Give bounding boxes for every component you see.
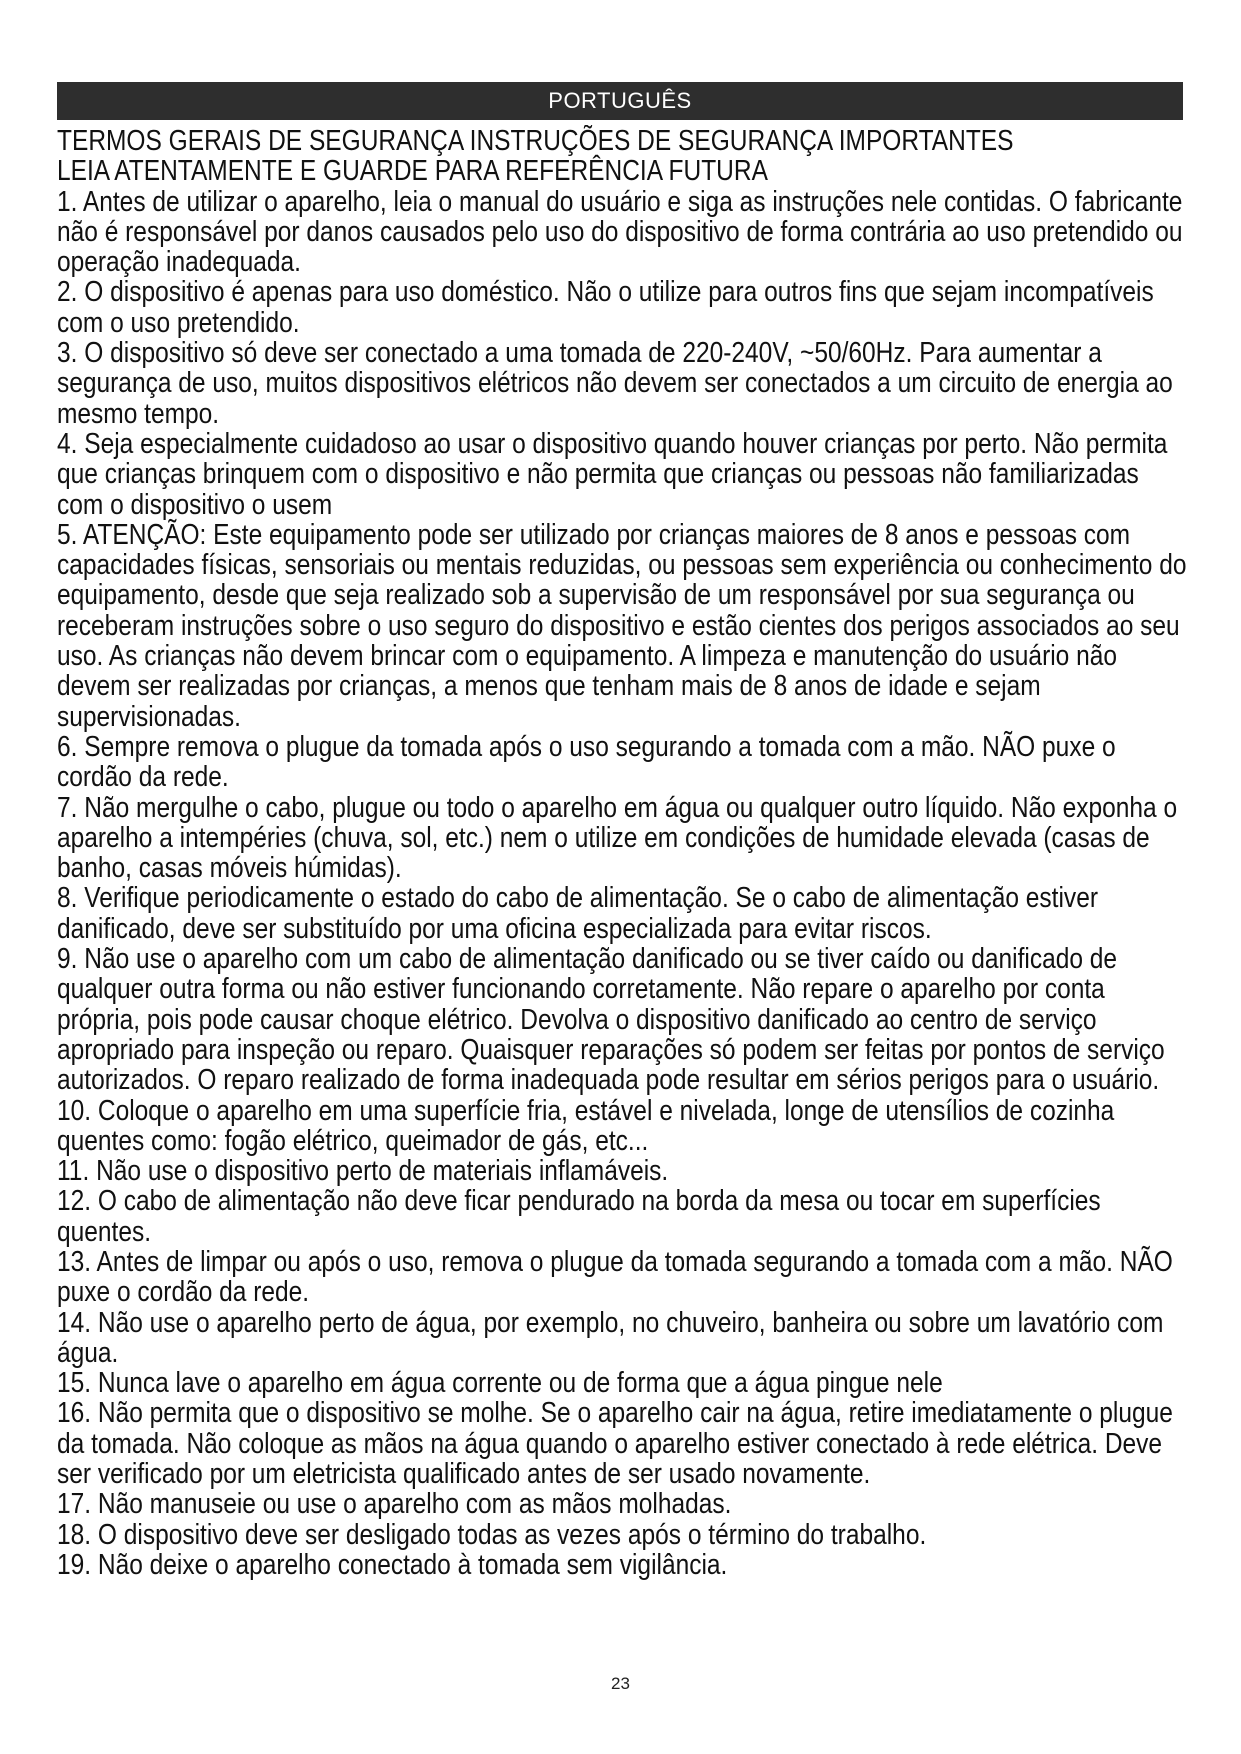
safety-heading-1: TERMOS GERAIS DE SEGURANÇA INSTRUÇÕES DE SEGURANÇA IMPORTANTES xyxy=(57,125,1014,157)
instruction-item-17: 17. Não manuseie ou use o aparelho com as mãos molhadas. xyxy=(57,1488,732,1521)
instruction-item-11: 11. Não use o dispositivo perto de materiais inflamáveis. xyxy=(57,1155,669,1188)
instruction-item-3: 3. O dispositivo só deve ser conectado a uma tomada de 220-240V, ~50/60Hz. Para aumentar a segurança de uso, muitos dispositivos elétricos não devem ser conectados a um circuito de energia ao mesmo tempo. xyxy=(57,337,1173,430)
instruction-item-8: 8. Verifique periodicamente o estado do cabo de alimentação. Se o cabo de alimentação estiver danificado, deve ser substituído por uma oficina especializada para evitar riscos. xyxy=(57,882,1098,945)
instruction-item-4: 4. Seja especialmente cuidadoso ao usar o dispositivo quando houver crianças por perto. Não permita que crianças brinquem com o dispositivo e não permita que crianças ou pessoas não familiarizadas com o dispositivo o usem xyxy=(57,427,1168,521)
instruction-item-2: 2. O dispositivo é apenas para uso doméstico. Não o utilize para outros fins que sejam incompatíveis com o uso pretendido. xyxy=(57,276,1154,339)
instruction-item-1: 1. Antes de utilizar o aparelho, leia o manual do usuário e siga as instruções nele contidas. O fabricante não é responsável por danos causados pelo uso do dispositivo de forma contrária ao uso pretendido ou operação inadequada. xyxy=(57,185,1183,279)
instruction-item-10: 10. Coloque o aparelho em uma superfície fria, estável e nivelada, longe de utensílios de cozinha quentes como: fogão elétrico, queimador de gás, etc... xyxy=(57,1094,1115,1157)
instruction-item-7: 7. Não mergulhe o cabo, plugue ou todo o aparelho em água ou qualquer outro líquido. Não exponha o aparelho a intempéries (chuva, sol, etc.) nem o utilize em condições de humidade elevada (casas de banho, casas móveis húmidas). xyxy=(57,791,1178,885)
instruction-item-5: 5. ATENÇÃO: Este equipamento pode ser utilizado por crianças maiores de 8 anos e pessoas com capacidades físicas, sensoriais ou mentais reduzidas, ou pessoas sem experiência ou conhecimento do equipamento, desde que seja realizado sob a supervisão de um responsável por sua segurança ou receberam instruções sobre o uso seguro do dispositivo e estão cientes dos perigos associados ao seu uso. As crianças não devem brincar com o equipamento. A limpeza e manutenção do usuário não devem ser realizadas por crianças, a menos que tenham mais de 8 anos de idade e sejam supervisionadas. xyxy=(57,518,1187,733)
safety-heading-2: LEIA ATENTAMENTE E GUARDE PARA REFERÊNCIA FUTURA xyxy=(57,155,768,188)
safety-instructions-text xyxy=(57,126,1187,1580)
instruction-item-14: 14. Não use o aparelho perto de água, por exemplo, no chuveiro, banheira ou sobre um lavatório com água. xyxy=(57,1306,1164,1369)
instruction-item-9: 9. Não use o aparelho com um cabo de alimentação danificado ou se tiver caído ou danificado de qualquer outra forma ou não estiver funcionando corretamente. Não repare o aparelho por conta própria, pois pode causar choque elétrico. Devolva o dispositivo danificado ao centro de serviço apropriado para inspeção ou reparo. Quaisquer reparações só podem ser feitas por pontos de serviço autorizados. O reparo realizado de forma inadequada pode resultar em sérios perigos para o usuário. xyxy=(57,943,1165,1097)
instruction-item-18: 18. O dispositivo deve ser desligado todas as vezes após o término do trabalho. xyxy=(57,1518,927,1551)
instruction-item-6: 6. Sempre remova o plugue da tomada após o uso segurando a tomada com a mão. NÃO puxe o cordão da rede. xyxy=(57,730,1116,794)
instruction-item-13: 13. Antes de limpar ou após o uso, remova o plugue da tomada segurando a tomada com a mão. NÃO puxe o cordão da rede. xyxy=(57,1245,1173,1309)
page-number: 23 xyxy=(611,1674,630,1693)
instruction-item-12: 12. O cabo de alimentação não deve ficar pendurado na borda da mesa ou tocar em superfícies quentes. xyxy=(57,1185,1101,1248)
instruction-item-19: 19. Não deixe o aparelho conectado à tomada sem vigilância. xyxy=(57,1548,728,1581)
instruction-item-16: 16. Não permita que o dispositivo se molhe. Se o aparelho cair na água, retire imediatamente o plugue da tomada. Não coloque as mãos na água quando o aparelho estiver conectado à rede elétrica. Deve ser verificado por um eletricista qualificado antes de ser usado novamente. xyxy=(57,1397,1173,1491)
instruction-item-15: 15. Nunca lave o aparelho em água corrente ou de forma que a água pingue nele xyxy=(57,1367,943,1400)
language-header-bar: PORTUGUÊS xyxy=(57,82,1183,120)
